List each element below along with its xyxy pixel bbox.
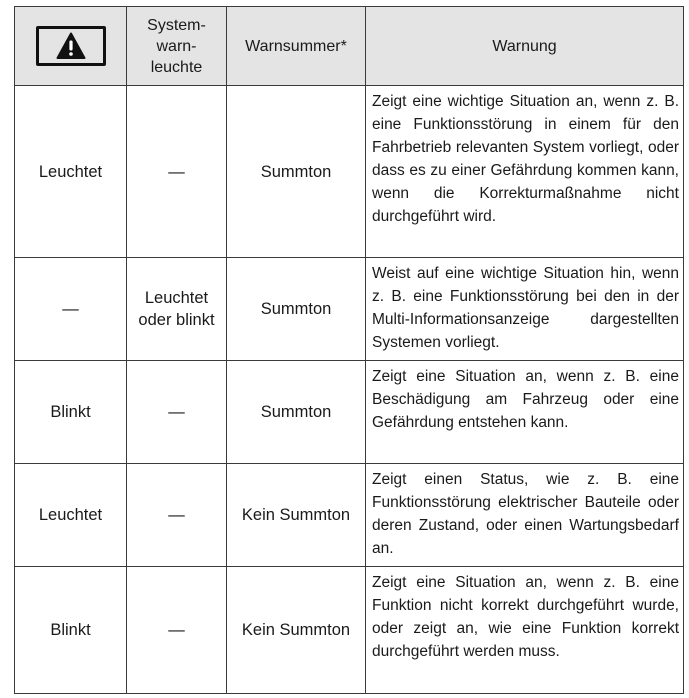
row-warning-light: Blinkt <box>15 361 127 464</box>
row-warning-text: Zeigt eine Situation an, wenn z. B. eine Beschädigung am Fahrzeug oder eine Gefährdung entstehen kann. <box>366 361 684 464</box>
table-row <box>15 258 684 361</box>
table-row <box>15 567 684 694</box>
header-warning-light-icon-cell <box>15 7 127 86</box>
table-row <box>15 464 684 567</box>
row-system-light: Leuchtet oder blinkt <box>127 258 227 361</box>
row-warning-text: Weist auf eine wichtige Situation hin, wenn z. B. eine Funktionsstörung bei den in der Multi-Informationsanzeige dargestellten Systemen vorliegt. <box>366 258 684 361</box>
row-warning-text: Zeigt eine Situation an, wenn z. B. eine Funktion nicht korrekt durchgeführt wurde, oder zeigt an, wie eine Funktion korrekt durchgeführt werden muss. <box>366 567 684 694</box>
row-system-light: — <box>127 464 227 567</box>
warning-table <box>14 6 684 694</box>
row-buzzer: Kein Summton <box>227 464 366 567</box>
row-buzzer: Summton <box>227 361 366 464</box>
header-row <box>15 7 684 86</box>
table-row <box>15 86 684 258</box>
row-buzzer: Summton <box>227 258 366 361</box>
row-system-light: — <box>127 567 227 694</box>
row-system-light: — <box>127 86 227 258</box>
row-warning-text: Zeigt einen Status, wie z. B. eine Funktionsstörung elektrischer Bauteile oder deren Zustand, oder einen Wartungsbedarf an. <box>366 464 684 567</box>
header-buzzer: Warnsummer* <box>227 7 366 86</box>
row-warning-light: — <box>15 258 127 361</box>
row-warning-text: Zeigt eine wichtige Situation an, wenn z. B. eine Funktionsstörung in einem für den Fahrbetrieb relevanten System vorliegt, oder dass es zu einer Gefährdung kommen kann, wenn die Korrekturmaßnahme nicht durchgeführt wird. <box>366 86 684 258</box>
header-system-light: System- warn- leuchte <box>127 7 227 86</box>
row-buzzer: Kein Summton <box>227 567 366 694</box>
header-warning: Warnung <box>366 7 684 86</box>
row-warning-light: Leuchtet <box>15 86 127 258</box>
table-row <box>15 361 684 464</box>
row-buzzer: Summton <box>227 86 366 258</box>
row-warning-light: Leuchtet <box>15 464 127 567</box>
row-warning-light: Blinkt <box>15 567 127 694</box>
row-system-light: — <box>127 361 227 464</box>
warning-triangle-icon <box>36 26 106 66</box>
